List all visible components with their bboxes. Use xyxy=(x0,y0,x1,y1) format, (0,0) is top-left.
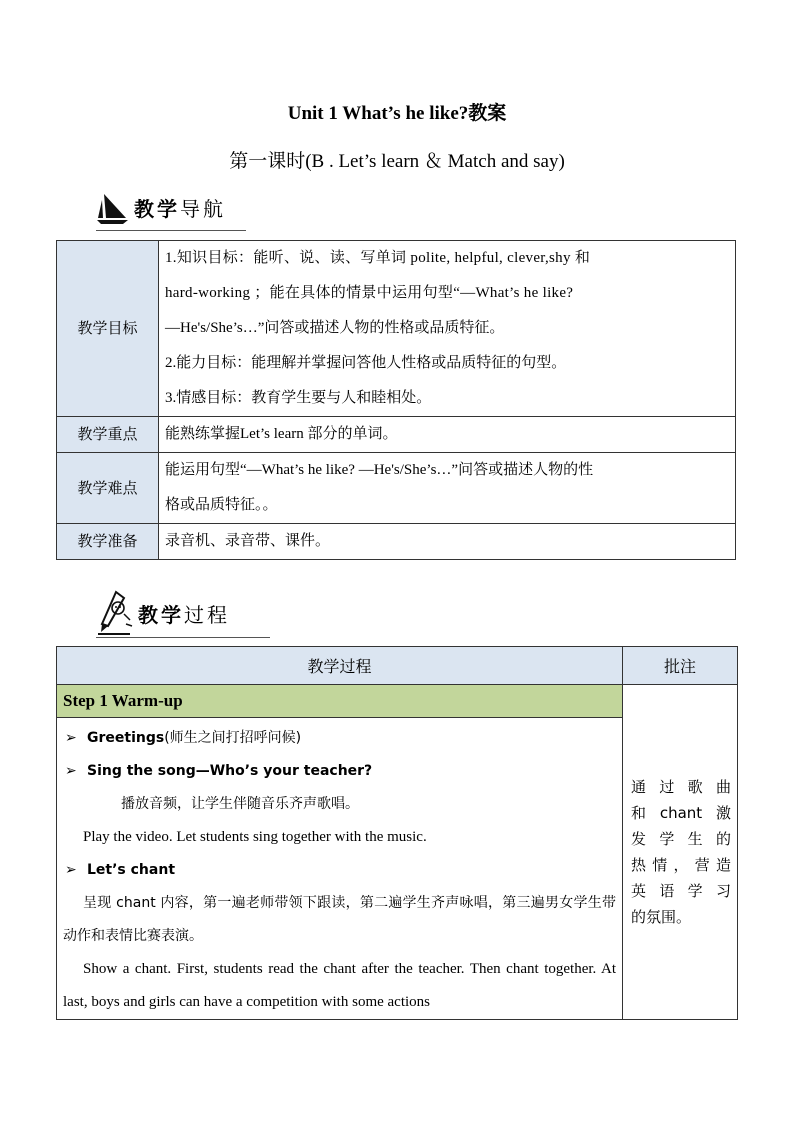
row-content xyxy=(159,524,736,560)
pencil-mascot-icon xyxy=(94,590,134,636)
row-label: 教学目标 xyxy=(57,241,159,417)
bullet-arrow-icon: ➢ xyxy=(65,862,77,878)
document-title: Unit 1 What’s he like?教案 xyxy=(287,103,507,124)
text-line: 格或品质特征。。 xyxy=(165,497,278,513)
text-line: 2.能力目标：能理解并掌握问答他人性格或品质特征的句型。 xyxy=(165,355,567,371)
row-content xyxy=(159,453,736,524)
note-line: 热情，营造 xyxy=(631,856,731,874)
row-label: 教学重点 xyxy=(57,417,159,453)
heading-bold: 教学 xyxy=(138,603,184,627)
text-line: 录音机、录音带、课件。 xyxy=(165,533,331,549)
text-line: hard-working ；能在具体的情景中运用句型“—What’s he like? xyxy=(165,285,574,301)
table-header-row xyxy=(57,647,738,685)
bullet-title: Greetings xyxy=(87,730,165,746)
row-content xyxy=(159,241,736,417)
bullet-arrow-icon: ➢ xyxy=(65,763,77,779)
text-line: 能运用句型“—What’s he like? —He's/She’s…”问答或描述人物的性 xyxy=(165,462,594,478)
section-header-process xyxy=(94,590,230,636)
note-line: 通过歌曲 xyxy=(631,778,731,796)
text-line: 播放音频，让学生伴随音乐齐声歌唱。 xyxy=(121,796,359,812)
note-line: 的氛围。 xyxy=(631,908,692,926)
table-row xyxy=(57,524,736,560)
paragraph: Show a chant. First, students read the chant after the teacher. Then chant together. At last, boys and girls can have a competition with some actions xyxy=(63,961,616,1010)
step-body xyxy=(57,718,623,1020)
heading-light: 导航 xyxy=(180,197,226,221)
table-row xyxy=(57,241,736,417)
table-row xyxy=(57,417,736,453)
note-line: 和chant激 xyxy=(631,804,731,822)
section-heading xyxy=(138,599,230,628)
heading-bold: 教学 xyxy=(134,197,180,221)
text-line: Play the video. Let students sing together with the music. xyxy=(83,829,427,845)
bullet-title: Sing the song—Who’s your teacher? xyxy=(87,763,373,779)
column-header-process: 教学过程 xyxy=(57,647,623,685)
bullet-arrow-icon: ➢ xyxy=(65,730,77,746)
text-line: —He's/She’s…”问答或描述人物的性格或品质特征。 xyxy=(165,320,505,336)
row-content xyxy=(159,417,736,453)
bullet-title: Let’s chant xyxy=(87,862,176,878)
table-row xyxy=(57,685,738,718)
paragraph: 呈现 chant 内容，第一遍老师带领下跟读，第二遍学生齐声咏唱，第三遍男女学生带动作和表情比赛表演。 xyxy=(63,895,616,944)
sailboat-icon xyxy=(96,192,130,226)
row-label: 教学准备 xyxy=(57,524,159,560)
document-subtitle: 第一课时(B . Let’s learn ＆ Match and say) xyxy=(229,151,565,172)
heading-underline xyxy=(96,230,246,231)
process-table xyxy=(56,646,738,1020)
objectives-table xyxy=(56,240,736,560)
bullet-item xyxy=(63,755,616,788)
bullet-note: (师生之间打招呼问候) xyxy=(164,730,302,746)
text-line: 能熟练掌握Let’s learn 部分的单词。 xyxy=(165,426,398,442)
section-heading xyxy=(134,193,226,222)
note-line: 发学生的 xyxy=(631,830,731,848)
table-row xyxy=(57,453,736,524)
text-line: 3.情感目标：教育学生要与人和睦相处。 xyxy=(165,390,432,406)
heading-light: 过程 xyxy=(184,603,230,627)
bullet-item xyxy=(63,854,616,887)
row-label: 教学难点 xyxy=(57,453,159,524)
section-header-navigation xyxy=(96,192,226,226)
note-cell xyxy=(623,685,738,1020)
text-line: 1.知识目标：能听、说、读、写单词 polite, helpful, clever,shy 和 xyxy=(165,250,591,266)
bullet-item xyxy=(63,722,616,755)
heading-underline xyxy=(96,637,270,638)
note-line: 英语学习 xyxy=(631,882,731,900)
column-header-note: 批注 xyxy=(623,647,738,685)
step-heading: Step 1 Warm-up xyxy=(57,685,623,718)
